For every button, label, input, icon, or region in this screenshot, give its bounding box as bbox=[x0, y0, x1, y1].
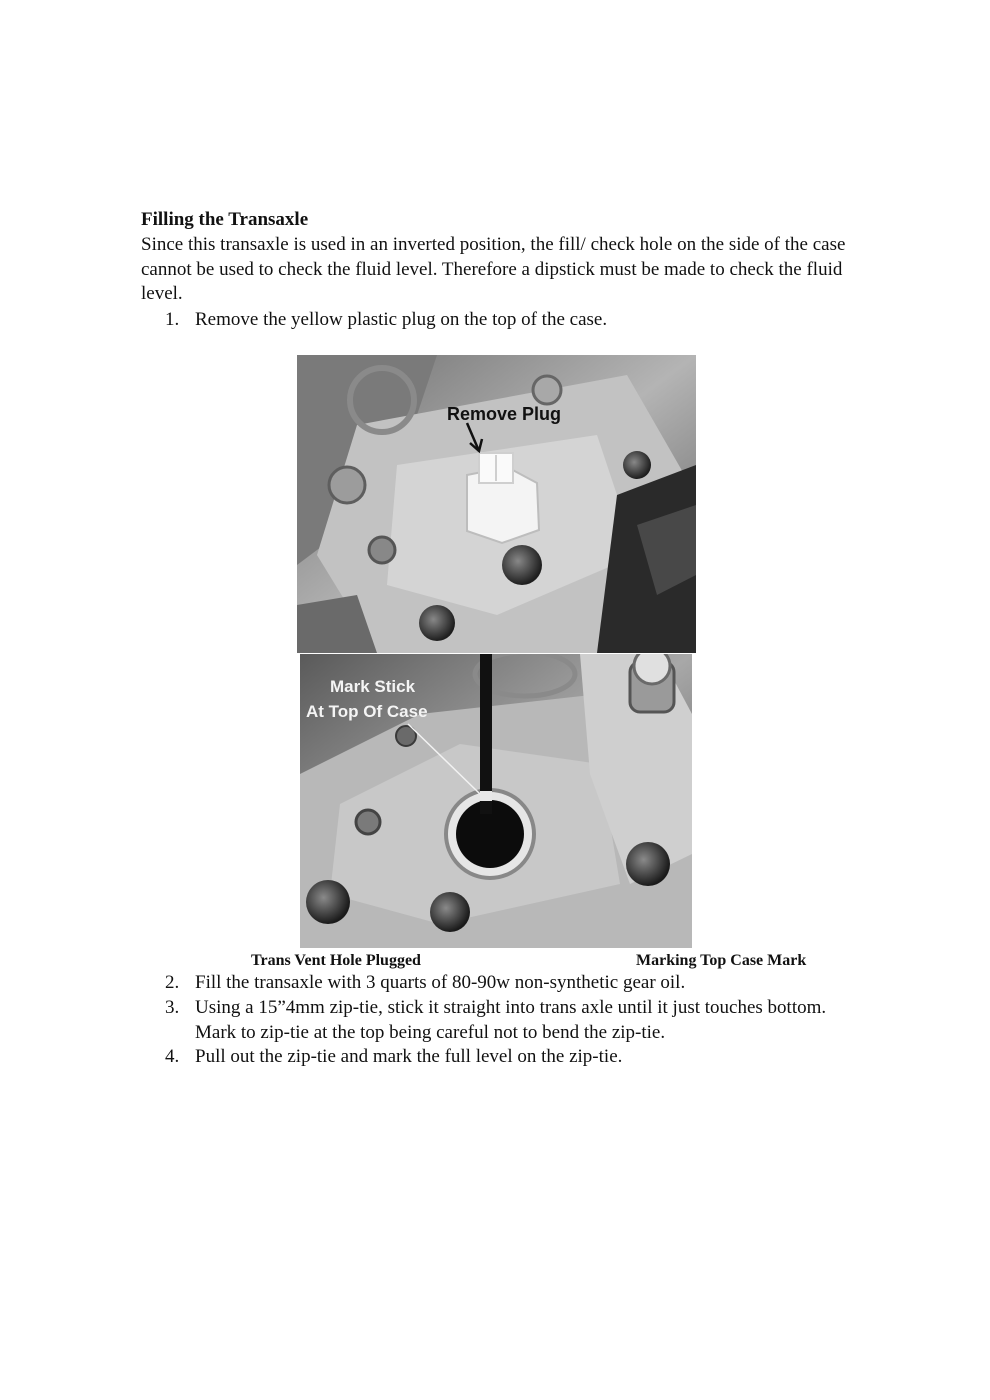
section-heading: Filling the Transaxle bbox=[141, 209, 309, 230]
list-item-step-2 bbox=[165, 971, 865, 996]
step-text: Remove the yellow plastic plug on the top of the case. bbox=[195, 309, 608, 330]
intro-paragraph: Since this transaxle is used in an inverted position, the fill/ check hole on the side of the case cannot be used to check the fluid level. Therefore a dipstick must be made to check the fluid level. bbox=[141, 234, 846, 304]
photo-remove-plug bbox=[297, 355, 696, 653]
step-number: 4. bbox=[165, 1046, 180, 1067]
caption-right: Marking Top Case Mark bbox=[636, 952, 807, 969]
step-number: 2. bbox=[165, 972, 180, 993]
step-number: 1. bbox=[165, 309, 180, 330]
step-number: 3. bbox=[165, 997, 180, 1018]
list-item-step-1 bbox=[165, 308, 865, 333]
list-item-step-4 bbox=[165, 1045, 865, 1070]
step-text: Using a 15”4mm zip-tie, stick it straight into trans axle until it just touches bottom. Mark to zip-tie at the top being careful not to bend the zip-tie. bbox=[195, 997, 827, 1043]
list-item-step-3 bbox=[165, 996, 865, 1045]
step-text: Pull out the zip-tie and mark the full level on the zip-tie. bbox=[195, 1046, 623, 1067]
overlay-label-mark-stick: Mark Stick bbox=[330, 677, 416, 696]
caption-left: Trans Vent Hole Plugged bbox=[251, 952, 421, 969]
photo-mark-stick bbox=[300, 654, 692, 948]
overlay-label-remove-plug: Remove Plug bbox=[447, 404, 562, 424]
step-text: Fill the transaxle with 3 quarts of 80-90w non-synthetic gear oil. bbox=[195, 972, 686, 993]
overlay-label-top-of-case: At Top Of Case bbox=[306, 702, 428, 721]
